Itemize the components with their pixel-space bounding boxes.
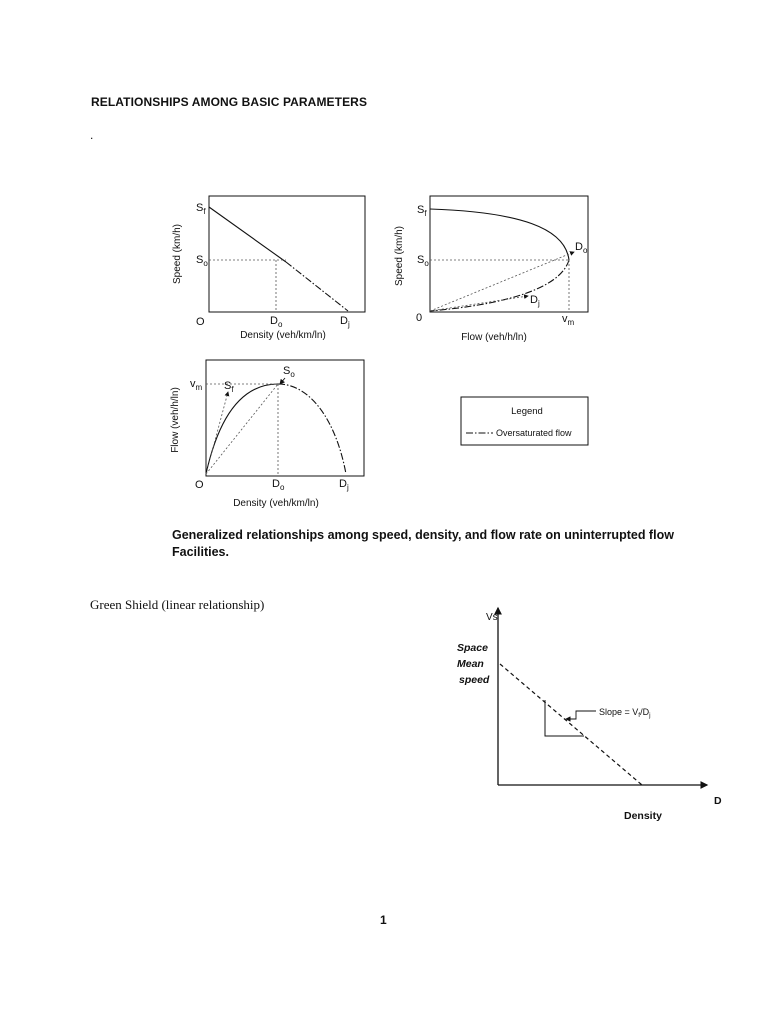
oversaturated-curve xyxy=(430,260,569,311)
so-sub: o xyxy=(424,259,429,268)
legend-title: Legend xyxy=(511,406,543,417)
svg-text:Sf xyxy=(224,380,234,394)
panel-flow-density xyxy=(170,360,364,509)
panel-frame xyxy=(209,196,365,312)
dj-ray xyxy=(430,296,528,311)
page-number: 1 xyxy=(380,913,387,927)
sf-point-label: S xyxy=(224,380,232,392)
section-label: Green Shield (linear relationship) xyxy=(90,597,265,612)
svg-text:Dj xyxy=(340,315,350,329)
do-label: D xyxy=(270,315,278,327)
ylabel: Flow (veh/h/ln) xyxy=(170,387,181,453)
so-label: S xyxy=(417,254,425,266)
svg-text:So xyxy=(417,254,429,268)
do-sub: o xyxy=(277,320,283,329)
undersaturated-line xyxy=(209,207,286,262)
sf-label: S xyxy=(417,204,425,216)
slope-triangle xyxy=(545,700,584,736)
oversaturated-curve xyxy=(278,384,346,474)
do-point-sub: o xyxy=(582,246,588,255)
svg-text:Do xyxy=(575,241,588,255)
dj-point-sub: j xyxy=(537,299,540,308)
xlabel: Density (veh/km/ln) xyxy=(240,330,326,341)
svg-text:Slope = Vf/Dj xyxy=(599,707,651,719)
x-caption: Density xyxy=(624,810,662,822)
svg-text:Sf xyxy=(417,204,427,218)
ylabel: Speed (km/h) xyxy=(172,223,183,285)
stray-dot: . xyxy=(90,128,94,142)
svg-text:vm xyxy=(562,313,575,327)
dj-point-label: D xyxy=(530,294,538,306)
sf-sub: f xyxy=(203,207,206,216)
panel-frame xyxy=(206,360,364,476)
svg-text:So xyxy=(196,254,208,268)
xlabel: Density (veh/km/ln) xyxy=(233,498,319,509)
slope-pointer xyxy=(566,711,596,719)
vm-label: v xyxy=(562,313,568,325)
ylabel: Speed (km/h) xyxy=(394,225,405,287)
so-label: S xyxy=(196,254,204,266)
so-pointer xyxy=(280,378,285,384)
panel-speed-density xyxy=(172,196,365,341)
panel-speed-flow xyxy=(394,196,588,343)
vm-sub: m xyxy=(195,383,203,392)
x-axis-label: D xyxy=(714,795,722,807)
svg-text:Do xyxy=(272,478,285,492)
vm-sub: m xyxy=(567,318,575,327)
svg-text:Dj xyxy=(530,294,540,308)
dj-label: D xyxy=(339,478,347,490)
origin-label: 0 xyxy=(416,312,423,324)
so-sub: o xyxy=(203,259,208,268)
y-axis-label: Vs xyxy=(486,612,498,623)
dj-label: D xyxy=(340,315,348,327)
speed-density-line xyxy=(500,664,642,785)
so-point-sub: o xyxy=(290,370,295,379)
legend-box xyxy=(461,397,588,445)
svg-text:So xyxy=(283,365,295,379)
legend-item-label: Oversaturated flow xyxy=(496,428,572,438)
so-point-label: S xyxy=(283,365,291,377)
origin-label: O xyxy=(195,479,204,491)
origin-label: O xyxy=(196,316,205,328)
panel-frame xyxy=(430,196,588,312)
slope-sub-f: f xyxy=(638,712,641,719)
do-ray xyxy=(430,252,574,311)
oversaturated-line xyxy=(286,262,348,311)
sf-sub: f xyxy=(424,209,427,218)
do-point-label: D xyxy=(575,241,583,253)
do-sub: o xyxy=(279,483,285,492)
svg-text:Do xyxy=(270,315,283,329)
sf-label: S xyxy=(196,202,204,214)
svg-text:Sf xyxy=(196,202,206,216)
slope-label: Slope = V xyxy=(599,707,639,717)
y-caption-line1: Space xyxy=(457,642,488,654)
slope-sub-j: j xyxy=(649,712,651,719)
xlabel: Flow (veh/h/ln) xyxy=(461,332,527,343)
slope-mid: /D xyxy=(640,707,650,717)
sf-point-sub: f xyxy=(231,385,234,394)
dj-sub: j xyxy=(347,320,350,329)
greenshield-chart xyxy=(457,608,722,822)
svg-text:Dj xyxy=(339,478,349,492)
sf-ray xyxy=(206,392,228,474)
y-caption-line3: speed xyxy=(459,674,490,686)
vm-label: v xyxy=(190,378,196,390)
page-heading: RELATIONSHIPS AMONG BASIC PARAMETERS xyxy=(91,95,368,109)
undersaturated-curve xyxy=(430,209,569,260)
y-caption-line2: Mean xyxy=(457,658,484,670)
do-label: D xyxy=(272,478,280,490)
svg-text:vm xyxy=(190,378,203,392)
dj-sub: j xyxy=(346,483,349,492)
figure-caption: Generalized relationships among speed, density, and flow rate on uninterrupted flow Facilities. xyxy=(172,528,674,559)
